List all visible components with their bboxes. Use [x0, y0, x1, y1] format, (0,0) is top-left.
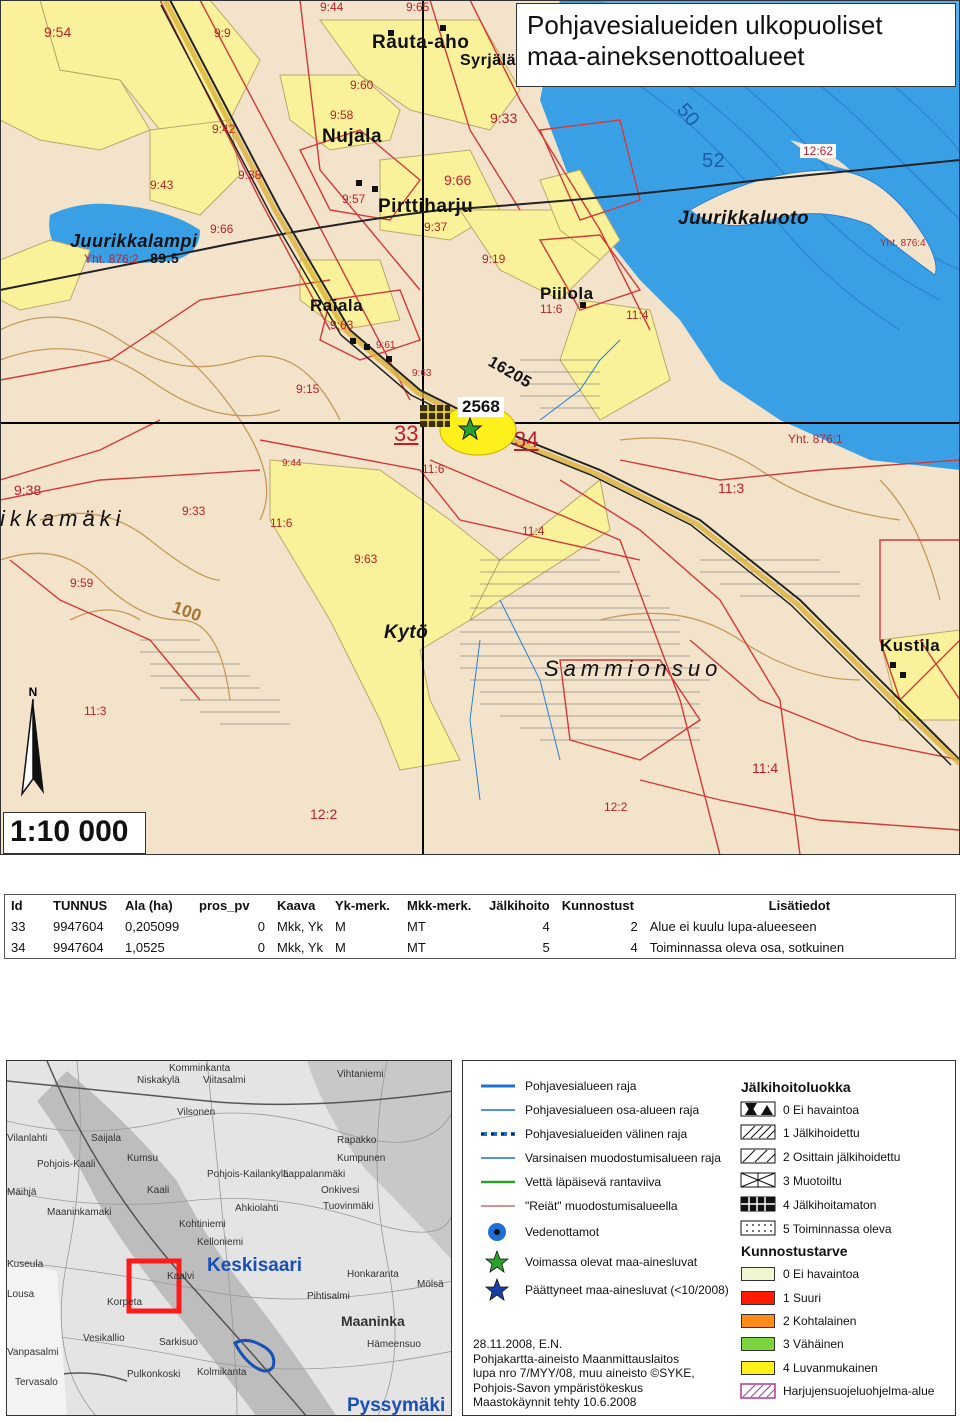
parcel-label: Yht. 876:2 — [84, 252, 139, 266]
north-arrow — [18, 685, 48, 804]
credit-line: Pohjois-Savon ympäristökeskus — [473, 1380, 644, 1395]
legend-item: Pohjavesialueen raja — [525, 1079, 637, 1093]
overview-label: Tervasalo — [15, 1377, 58, 1388]
overview-label: Pohjois-Kailankylä — [207, 1169, 289, 1180]
place-kyto: Kytö — [384, 622, 429, 643]
parcel-label: 9:15 — [296, 382, 320, 396]
restoration-item: 3 Vähäinen — [783, 1337, 844, 1351]
restoration-swatch — [741, 1314, 775, 1328]
parcel-label: 9:38 — [238, 168, 262, 182]
aftercare-item: 0 Ei havaintoa — [783, 1103, 860, 1117]
kyto-field — [270, 460, 610, 770]
table-cell: 9947604 — [53, 919, 104, 934]
parcel-label: Yht. 876:1 — [788, 432, 843, 446]
place-sammionsuo: Sammionsuo — [544, 656, 723, 681]
overview-label: Saijala — [91, 1133, 122, 1144]
table-cell: 4 — [630, 940, 638, 955]
extraction-area-33 — [420, 405, 450, 427]
contour-label-100: 100 — [169, 597, 205, 626]
table-header: Kunnostust — [561, 898, 634, 913]
table-cell: M — [335, 940, 346, 955]
aftercare-item: 2 Osittain jälkihoidettu — [783, 1150, 901, 1164]
overview-label: Tuovinmäki — [323, 1201, 374, 1212]
parcel-label: 11:6 — [270, 516, 293, 530]
overview-label: Maaninka — [341, 1313, 405, 1329]
parcel-label: 11:4 — [752, 760, 779, 776]
north-arrow-icon — [18, 699, 48, 799]
table-header: Lisätiedot — [768, 898, 831, 913]
table-header: Ala (ha) — [125, 898, 173, 913]
overview-label: Kumsu — [127, 1153, 159, 1164]
parcel-label: 12:62 — [800, 144, 836, 158]
parcel-label: Yht. 876:4 — [880, 238, 926, 249]
overview-label: Vihtaniemi — [337, 1069, 384, 1080]
table-cell: MT — [407, 919, 426, 934]
table-cell: 9947604 — [53, 940, 104, 955]
table-cell: 2 — [630, 919, 638, 934]
table-header: Mkk-merk. — [407, 898, 472, 913]
overview-label: Komminkanta — [169, 1063, 231, 1074]
table-header: pros_pv — [199, 898, 250, 913]
credit-line: 28.11.2008, E.N. — [473, 1337, 563, 1351]
table-header: Id — [11, 898, 23, 913]
pyssymaki-label: Pyssymäki — [347, 1395, 446, 1416]
table-header-row — [5, 895, 956, 917]
parcel-label: 9:57 — [342, 192, 366, 206]
restoration-item: 0 Ei havaintoa — [783, 1267, 860, 1281]
legend-item: Vedenottamot — [525, 1225, 600, 1239]
aftercare-item: 5 Toiminnassa oleva — [783, 1222, 892, 1236]
depth-label-52: 52 — [702, 150, 726, 172]
parcel-label: 9:61 — [376, 340, 396, 351]
table-cell: 33 — [11, 919, 26, 934]
overview-label: Hämeensuo — [367, 1339, 421, 1350]
overview-label: Pulkonkoski — [127, 1369, 181, 1380]
overview-label: Vanpasalmi — [7, 1347, 59, 1358]
overview-label: Kumpunen — [337, 1153, 386, 1164]
parcel-label: 9:60 — [350, 78, 374, 92]
table-header: TUNNUS — [53, 898, 108, 913]
table-cell: Toiminnassa oleva osa, sotkuinen — [649, 940, 845, 955]
overview-label: Lappalanmäki — [283, 1169, 346, 1180]
depth-label-50: 50 — [672, 99, 704, 132]
place-ikkamaki: ikkamäki — [0, 506, 126, 531]
road-number: 16205 — [485, 353, 535, 392]
parcel-label: 9:54 — [44, 24, 72, 40]
parcel-label: 9:58 — [330, 108, 354, 122]
parcel-label: 11:4 — [522, 524, 545, 538]
table-cell: Alue ei kuulu lupa-alueeseen — [649, 919, 817, 934]
overview-label: Kelloniemi — [197, 1237, 244, 1248]
restoration-item: Harjujensuojeluohjelma-alue — [783, 1384, 935, 1398]
parcel-label: 9:37 — [424, 220, 448, 234]
overview-label: Onkivesi — [321, 1185, 360, 1196]
parcel-label: 12:2 — [310, 806, 338, 822]
restoration-swatch — [741, 1267, 775, 1281]
parcel-label: 11:6 — [540, 302, 563, 316]
restoration-item: 2 Kohtalainen — [783, 1314, 857, 1328]
site-id-label[interactable]: 2568 — [458, 397, 504, 417]
parcel-label: 11:6 — [422, 462, 445, 476]
keskisaari-label: Keskisaari — [207, 1255, 303, 1276]
parcel-label: 11:4 — [626, 308, 649, 322]
overview-label: Honkaranta — [347, 1269, 399, 1280]
area-number-34[interactable]: 34 — [514, 427, 539, 452]
place-rauta-aho: Rauta-aho — [372, 32, 470, 53]
aftercare-item: 1 Jälkihoidettu — [783, 1126, 860, 1140]
credit-line: Maastokäynnit tehty 10.6.2008 — [473, 1395, 637, 1409]
place-raiala: Raiala — [310, 296, 364, 315]
place-kustila: Kustila — [880, 636, 941, 655]
legend-item: "Reiät" muodostumisalueella — [525, 1199, 678, 1213]
table-cell: 0 — [257, 940, 265, 955]
parcel-label: 9:65 — [406, 0, 430, 14]
north-label: N — [28, 685, 38, 699]
parcel-label: 9:63 — [354, 552, 378, 566]
parcel-label: 9:59 — [70, 576, 94, 590]
parcel-label: 12:2 — [604, 800, 628, 814]
aftercare-item: 3 Muotoiltu — [783, 1174, 842, 1188]
parcel-label: 9:44 — [282, 458, 302, 469]
attribute-table — [4, 894, 956, 959]
place-syrjala: Syrjälä — [460, 52, 516, 69]
table-cell: MT — [407, 940, 426, 955]
legend-item: Pohjavesialueen osa-alueen raja — [525, 1103, 700, 1117]
map-legend — [462, 1060, 956, 1416]
map-title: Pohjavesialueiden ulkopuoliset maa-aineksenottoalueet — [516, 3, 956, 87]
lake-level-label: 89.5 — [150, 250, 180, 266]
overview-label: Kuseula — [7, 1259, 44, 1270]
table-row[interactable] — [5, 937, 956, 959]
restoration-swatch — [741, 1361, 775, 1375]
place-piilola: Piilola — [540, 284, 594, 303]
aftercare-title: Jälkihoitoluokka — [741, 1079, 851, 1095]
legend-item: Päättyneet maa-ainesluvat (<10/2008) — [525, 1283, 729, 1297]
overview-label: Pihtisalmi — [307, 1291, 350, 1302]
table-cell: Mkk, Yk — [277, 940, 323, 955]
scale-label: 1:10 000 — [3, 812, 146, 854]
table-cell: 4 — [542, 919, 550, 934]
overview-label: Kaali — [147, 1185, 170, 1196]
aftercare-item: 4 Jälkihoitamaton — [783, 1198, 877, 1212]
table-cell: 1,0525 — [125, 940, 165, 955]
overview-label: Viitasalmi — [203, 1075, 246, 1086]
restoration-title: Kunnostustarve — [741, 1243, 848, 1259]
parcel-label: 9:66 — [444, 172, 472, 188]
parcel-label: 9:42 — [212, 122, 236, 136]
overview-label: Rapakko — [337, 1135, 377, 1146]
restoration-item: 4 Luvanmukainen — [783, 1361, 878, 1375]
overview-label: Vesikallio — [83, 1333, 125, 1344]
place-nujala: Nujala — [322, 126, 383, 147]
parcel-label: 9:66 — [210, 222, 234, 236]
parcel-label: 9:38 — [14, 482, 42, 498]
table-cell: 0,205099 — [125, 919, 180, 934]
overview-label: Mölsä — [417, 1279, 444, 1290]
legend-item: Varsinaisen muodostumisalueen raja — [525, 1151, 721, 1165]
parcel-label: 9:33 — [182, 504, 206, 518]
restoration-swatch — [741, 1291, 775, 1305]
place-juurikkalampi: Juurikkalampi — [70, 231, 198, 251]
overview-label: Maaninkamaki — [47, 1207, 112, 1218]
overview-label: Pohjois-Kaali — [37, 1159, 96, 1170]
table-cell: Mkk, Yk — [277, 919, 323, 934]
overview-label: Korpeta — [107, 1297, 143, 1308]
overview-label: Mäihjä — [7, 1187, 37, 1198]
parcel-label: 9:63 — [330, 318, 354, 332]
table-cell: 0 — [257, 919, 265, 934]
legend-item: Voimassa olevat maa-ainesluvat — [525, 1255, 698, 1269]
map-credits — [473, 1337, 695, 1410]
area-number-33[interactable]: 33 — [394, 421, 419, 446]
overview-label: Vilanlahti — [7, 1133, 48, 1144]
parcel-label: 9:9 — [214, 26, 231, 40]
legend-item: Pohjavesialueiden välinen raja — [525, 1127, 688, 1141]
legend-item: Vettä läpäisevä rantaviiva — [525, 1175, 662, 1189]
parcel-label: 9:44 — [320, 0, 344, 14]
table-cell: M — [335, 919, 346, 934]
table-header: Jälkihoito — [489, 898, 550, 913]
parcel-label: 9:33 — [490, 110, 518, 126]
table-header: Kaava — [277, 898, 316, 913]
parcel-label: 9:63 — [412, 368, 432, 379]
overview-map[interactable] — [6, 1060, 452, 1416]
place-pirttiharju: Pirttiharju — [378, 196, 474, 217]
table-row[interactable] — [5, 916, 956, 937]
table-header: Yk-merk. — [335, 898, 390, 913]
overview-label: Kohtiniemi — [179, 1219, 226, 1230]
overview-label: Ahkiolahti — [235, 1203, 279, 1214]
parcel-label: 11:3 — [718, 480, 745, 496]
restoration-swatch — [741, 1337, 775, 1351]
overview-label: Lousa — [7, 1289, 35, 1300]
credit-line: lupa nro 7/MYY/08, muu aineisto ©SYKE, — [473, 1366, 695, 1380]
overview-label: Sarkisuo — [159, 1337, 198, 1348]
parcel-label: 9:19 — [482, 252, 506, 266]
table-cell: 34 — [11, 940, 26, 955]
table-cell: 5 — [542, 940, 550, 955]
overview-label: Kaalvi — [167, 1271, 195, 1282]
restoration-item: 1 Suuri — [783, 1291, 822, 1305]
overview-label: Vilsonen — [177, 1107, 216, 1118]
credit-line: Pohjakartta-aineisto Maanmittauslaitos — [473, 1351, 680, 1366]
overview-label: Niskakylä — [137, 1075, 180, 1086]
place-juurikkaluoto: Juurikkaluoto — [678, 208, 810, 229]
overview-label: Kolmikanta — [197, 1367, 247, 1378]
parcel-label: 11:3 — [84, 704, 107, 718]
parcel-label: 9:43 — [150, 178, 174, 192]
